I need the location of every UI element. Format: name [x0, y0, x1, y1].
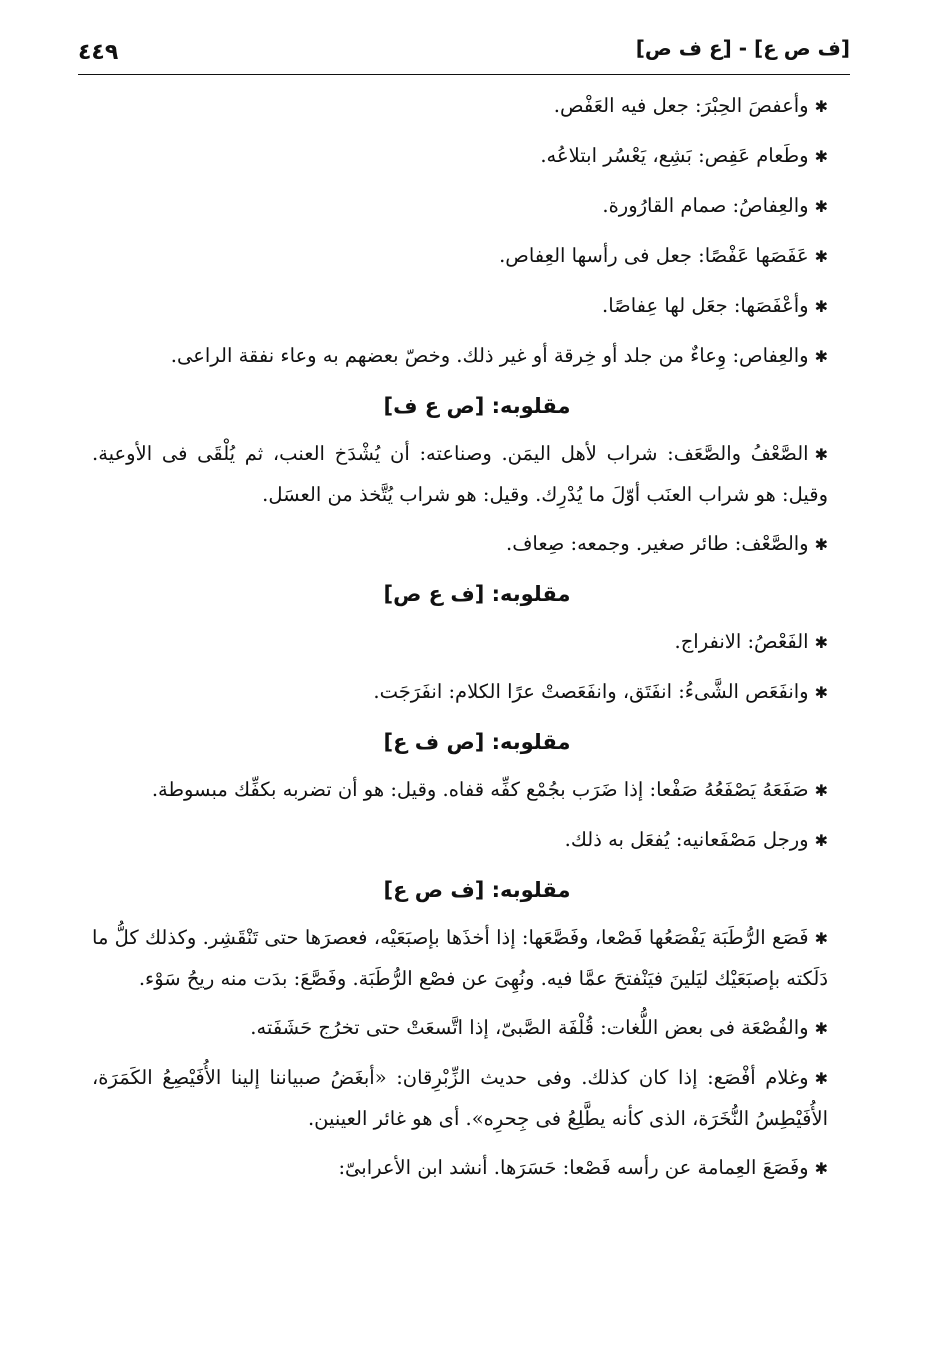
entry: ✱الفَعْصُ: الانفراج.	[674, 630, 828, 653]
section-title: مقلوبه: [ص ع ف]	[383, 394, 571, 418]
entry: ✱والصَّعْف: طائر صغير. وجمعه: صِعاف.	[506, 532, 828, 555]
entry: ✱وأعْفَصَها: جعَل لها عِفاصًا.	[602, 294, 828, 317]
entry: ✱فَصَع الرُّطَبَة يَفْصَعُها فَصْعا، وفَصَّعَها: إذا أخذَها بإصبَعَيْه، فعصرَها حتى تَنْقَشِر. وكذلك كلُّ ما دَلَكته بإصبَعَيْك ليَلينَ فيَنْفتحَ عمَّا فيه. ونُهِىَ عن فصْع الرُّطَبَة. وفَصَّعَ: بدَت منه ريحُ سَوْء.	[92, 926, 828, 990]
asterisk-icon: ✱	[814, 1159, 828, 1178]
entry: ✱والعِفاصُ: صمام القارُورة.	[602, 194, 828, 217]
entry: ✱وأعفصَ الحِبْرَ: جعل فيه العَفْص.	[553, 94, 828, 117]
asterisk-icon: ✱	[814, 445, 828, 464]
entry: ✱صَفَعَهُ يَصْفَعُهُ صَفْعا: إذا ضَرَب بجُمْع كفِّه قفاه. وقيل: هو أن تضربه بكفِّك مبسوطة.	[151, 778, 828, 801]
entry: ✱والعِفاص: وِعاءٌ من جلد أو خِرقة أو غير ذلك. وخصّ بعضهم به وعاء نفقة الراعى.	[170, 344, 828, 367]
entry: ✱الصَّعْفُ والصَّعَف: شراب لأهل اليمَن. وصناعته: أن يُشْدَخ العنب، ثم يُلْقَى فى الأوعية. وقيل: هو شراب العنَب أوّلَ ما يُدْرِك. وقيل: هو شراب يُتَّخذ من العسَل.	[92, 442, 828, 506]
entry: ✱وغلام أفْصَع: إذا كان كذلك. وفى حديث الزِّبْرِقان: «أبغَضُ صبياننا إلينا الأُفَيْصِعُ الكَمَرَة، الأُفَيْطِسُ النُّخَرَة، الذى كأنه يطَّلِعُ فى جِحرِه». أى هو غائر العينين.	[92, 1066, 828, 1130]
section-title: مقلوبه: [ف ع ص]	[383, 582, 571, 606]
asterisk-icon: ✱	[814, 781, 828, 800]
entry: ✱والفُصْعَة فى بعض اللُّغات: قُلْفَة الصَّبىّ، إذا اتَّسعَتْ حتى تخرُج حَشَفَته.	[250, 1016, 828, 1039]
section-title: مقلوبه: [ص ف ع]	[383, 730, 571, 754]
asterisk-icon: ✱	[814, 683, 828, 702]
asterisk-icon: ✱	[814, 1019, 828, 1038]
running-head: [ع ف ص] - [ف ص ع]	[635, 36, 850, 60]
asterisk-icon: ✱	[814, 929, 828, 948]
asterisk-icon: ✱	[814, 347, 828, 366]
entry: ✱عَفَصَها عَفْصًا: جعل فى رأسها العِفاص.	[499, 244, 828, 267]
asterisk-icon: ✱	[814, 633, 828, 652]
page-number: ٤٤٩	[78, 40, 119, 65]
entry: ✱ورجل مَصْفَعانيه: يُفعَل به ذلك.	[564, 828, 828, 851]
asterisk-icon: ✱	[814, 197, 828, 216]
entry: ✱وطَعام عَفِص: بَشِع، يَعْسُر ابتلاعُه.	[540, 144, 828, 167]
entry: ✱وفَصَعَ العِمامة عن رأسه فَصْعا: حَسَرَها. أنشد ابن الأعرابىّ:	[338, 1156, 828, 1179]
asterisk-icon: ✱	[814, 97, 828, 116]
entry: ✱وانفَعَص الشَّىءُ: انفَتَق، وانفَعَصتْ عرًا الكلام: انفَرَجَت.	[373, 680, 828, 703]
asterisk-icon: ✱	[814, 247, 828, 266]
asterisk-icon: ✱	[814, 831, 828, 850]
asterisk-icon: ✱	[814, 147, 828, 166]
asterisk-icon: ✱	[814, 1069, 828, 1088]
asterisk-icon: ✱	[814, 535, 828, 554]
section-title: مقلوبه: [ف ص ع]	[383, 878, 571, 902]
page-body	[92, 86, 862, 1198]
asterisk-icon: ✱	[814, 297, 828, 316]
page-header	[78, 34, 850, 75]
